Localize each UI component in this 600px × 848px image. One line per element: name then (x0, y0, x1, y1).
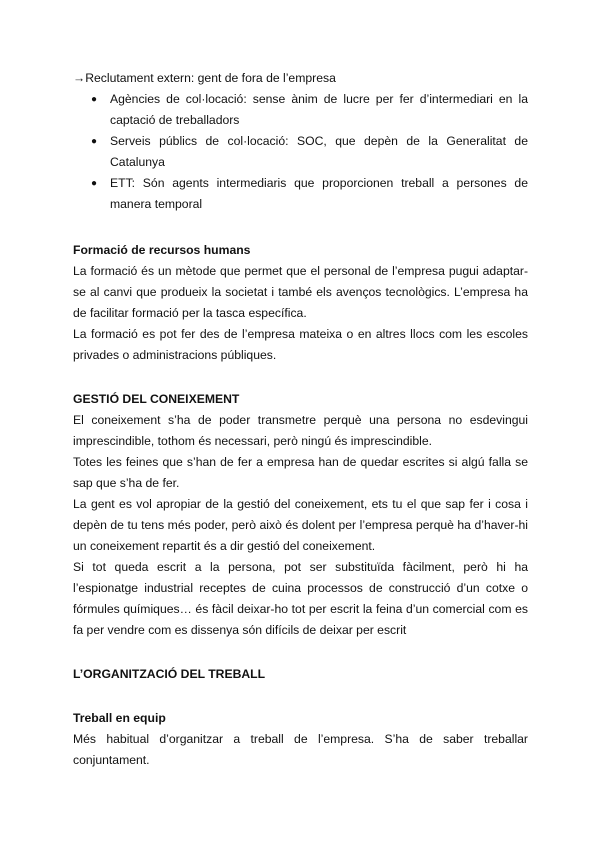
list-item-text: ETT: Són agents intermediaris que proporcionen treball a persones de manera temporal (110, 176, 528, 211)
document-body (73, 68, 528, 771)
list-item (73, 173, 528, 215)
bullet-icon: ● (91, 178, 98, 189)
paragraph: Si tot queda escrit a la persona, pot ser substituïda fàcilment, però hi ha l’espionatge industrial receptes de cuina processos de construcció d’un cotxe o fórmules químiques… és fàcil deixar-ho tot per escrit la feina d’un comercial com es fa per vendre com es dissenya són difícils de deixar per escrit (73, 560, 528, 637)
paragraph: La gent es vol apropiar de la gestió del coneixement, ets tu el que sap fer i cosa i depèn de tu tens més poder, però això és dolent per l’empresa perquè ha d’haver-hi un coneixement repartit és a dir gestió del coneixement. (73, 497, 528, 553)
subsection-heading: Treball en equip (73, 711, 166, 725)
intro-line: →Reclutament extern: gent de fora de l’empresa (73, 71, 336, 85)
list-item-text: Serveis públics de col·locació: SOC, que depèn de la Generalitat de Catalunya (110, 134, 528, 169)
paragraph: Més habitual d’organitzar a treball de l’empresa. S’ha de saber treballar conjuntament. (73, 732, 528, 767)
recruitment-list (73, 89, 528, 215)
paragraph: Totes les feines que s’han de fer a empresa han de quedar escrites si algú falla se sap que s’ha de fer. (73, 455, 528, 490)
list-item-text: Agències de col·locació: sense ànim de lucre per fer d’intermediari en la captació de treballadors (110, 92, 528, 127)
section-heading: L’ORGANITZACIÓ DEL TREBALL (73, 667, 266, 681)
list-item (73, 131, 528, 173)
list-item (73, 89, 528, 131)
paragraph: La formació és un mètode que permet que el personal de l’empresa pugui adaptar-se al canvi que produeix la societat i també els avenços tecnològics. L’empresa ha de facilitar formació per la tasca específica. (73, 264, 528, 320)
paragraph: El coneixement s’ha de poder transmetre perquè una persona no esdevingui imprescindible, tothom és necessari, però ningú és imprescindible. (73, 413, 528, 448)
bullet-icon: ● (91, 94, 98, 105)
bullet-icon: ● (91, 136, 98, 147)
paragraph: La formació es pot fer des de l’empresa mateixa o en altres llocs com les escoles privades o administracions públiques. (73, 327, 528, 362)
section-heading: GESTIÓ DEL CONEIXEMENT (73, 392, 240, 406)
section-heading: Formació de recursos humans (73, 243, 251, 257)
